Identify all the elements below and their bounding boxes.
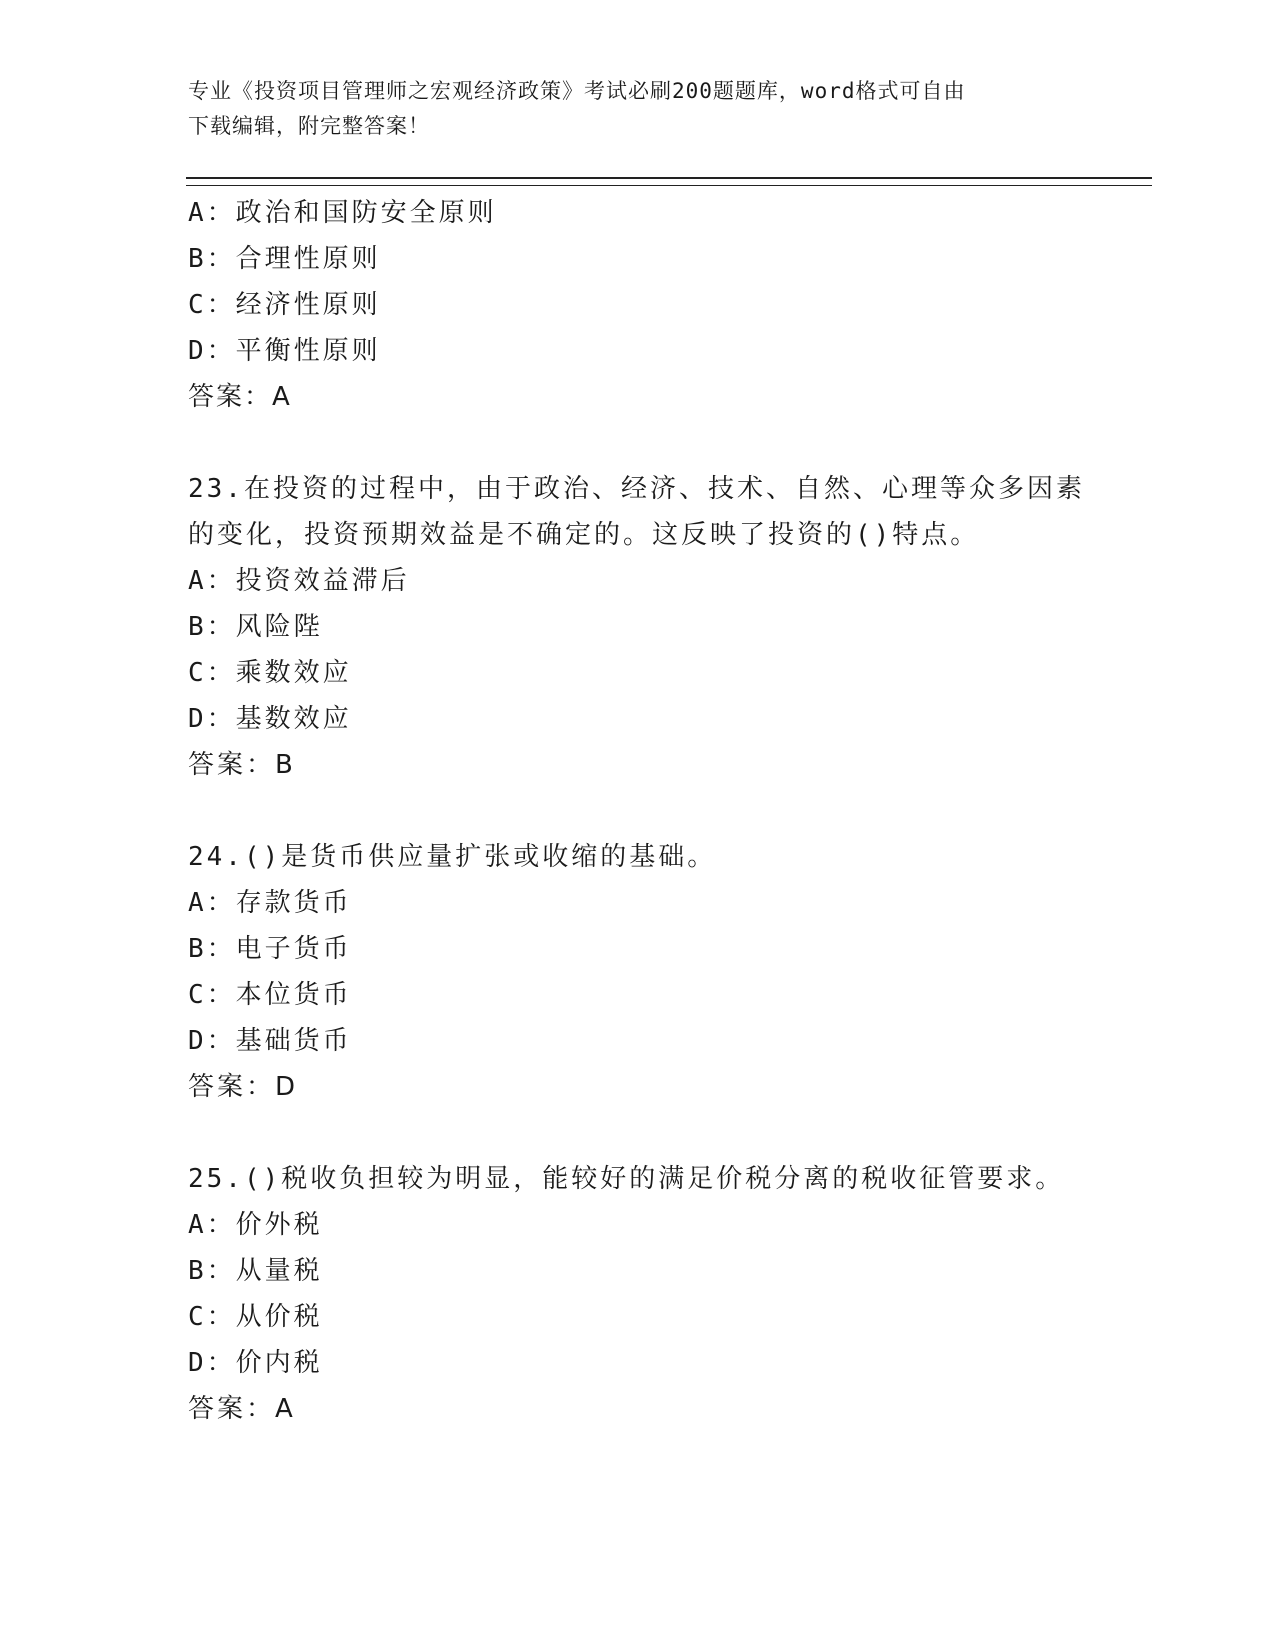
option-a: A：存款货币 xyxy=(188,888,352,918)
question-block-23 xyxy=(188,466,1088,788)
option-c: C：乘数效应 xyxy=(188,658,352,688)
answer-line: 答案：A xyxy=(188,382,292,412)
option-a: A：价外税 xyxy=(188,1210,323,1240)
question-stem: 的变化，投资预期效益是不确定的。这反映了投资的()特点。 xyxy=(188,520,980,550)
question-stem: 23.在投资的过程中，由于政治、经济、技术、自然、心理等众多因素 xyxy=(188,474,1085,504)
option-b: B：电子货币 xyxy=(188,934,352,964)
option-d: D：平衡性原则 xyxy=(188,336,381,366)
answer-line: 答案：A xyxy=(188,1394,296,1424)
answer-line: 答案：B xyxy=(188,750,296,780)
option-a: A：投资效益滞后 xyxy=(188,566,410,596)
answer-line: 答案：D xyxy=(188,1072,299,1102)
header-line-2: 下载编辑，附完整答案！ xyxy=(188,114,430,138)
option-d: D：价内税 xyxy=(188,1348,323,1378)
question-block-24 xyxy=(188,834,1088,1110)
option-c: C：从价税 xyxy=(188,1302,323,1332)
option-b: B：风险陛 xyxy=(188,612,323,642)
option-d: D：基础货币 xyxy=(188,1026,352,1056)
question-list xyxy=(188,190,1088,1432)
option-b: B：从量税 xyxy=(188,1256,323,1286)
question-stem: 24.()是货币供应量扩张或收缩的基础。 xyxy=(188,842,717,872)
question-block-25 xyxy=(188,1156,1088,1432)
question-block-22 xyxy=(188,190,1088,420)
document-header xyxy=(188,74,1088,144)
option-c: C：经济性原则 xyxy=(188,290,381,320)
question-stem: 25.()税收负担较为明显，能较好的满足价税分离的税收征管要求。 xyxy=(188,1164,1065,1194)
option-d: D：基数效应 xyxy=(188,704,352,734)
option-c: C：本位货币 xyxy=(188,980,352,1010)
header-divider xyxy=(186,177,1152,186)
option-b: B：合理性原则 xyxy=(188,244,381,274)
option-a: A：政治和国防安全原则 xyxy=(188,198,497,228)
header-line-1: 专业《投资项目管理师之宏观经济政策》考试必刷200题题库，word格式可自由 xyxy=(188,79,966,103)
